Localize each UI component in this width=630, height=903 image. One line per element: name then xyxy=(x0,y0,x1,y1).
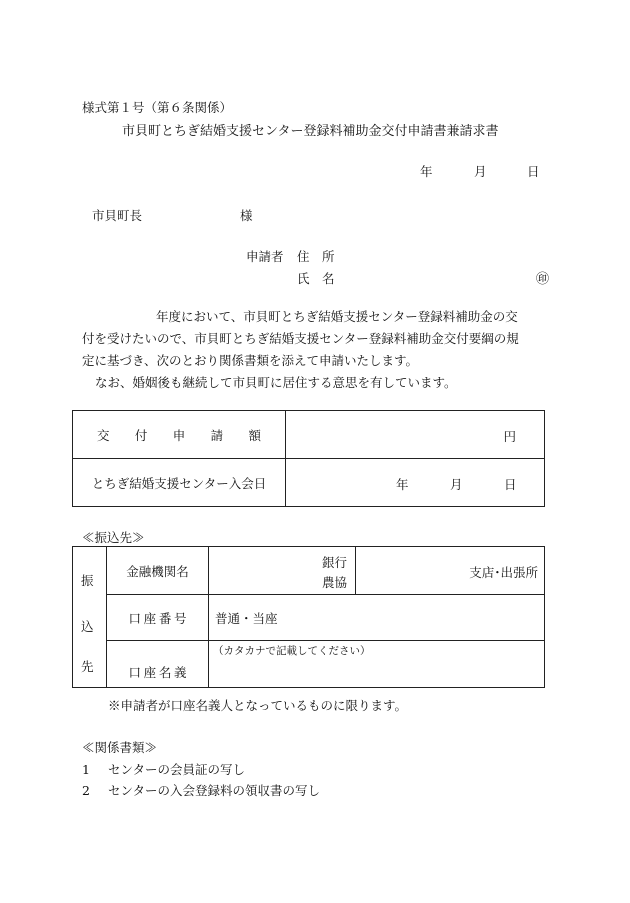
side-char-3: 先 xyxy=(81,659,94,674)
bank-table xyxy=(72,546,545,688)
account-type: 普通・当座 xyxy=(215,610,278,626)
account-no-label: 口座番号 xyxy=(128,610,187,626)
applicant-label: 申請者 xyxy=(246,249,284,264)
document-text: センターの入会登録料の領収書の写し xyxy=(107,783,320,798)
side-char-2: 込 xyxy=(81,619,94,634)
account-no-label-cell xyxy=(107,595,209,641)
holder-label-cell xyxy=(107,641,209,688)
request-table xyxy=(72,410,545,507)
bank-section-title: ≪振込先≫ xyxy=(82,530,145,545)
institution-label-cell xyxy=(107,547,209,595)
institution-input[interactable] xyxy=(209,547,356,595)
address-label: 住 所 xyxy=(297,249,335,264)
join-date-label: とちぎ結婚支援センター入会日 xyxy=(91,475,267,491)
date-day: 日 xyxy=(527,164,540,179)
name-label: 氏 名 xyxy=(297,271,335,286)
agri-suffix: 農協 xyxy=(321,575,347,590)
holder-note: （カタカナで記載してください） xyxy=(213,645,371,657)
institution-label: 金融機関名 xyxy=(126,563,189,579)
document-num: 2 xyxy=(82,783,90,798)
document-text: センターの会員証の写し xyxy=(107,762,245,777)
holder-label: 口座名義 xyxy=(128,665,187,680)
account-no-input[interactable] xyxy=(209,595,545,641)
document-item xyxy=(82,760,245,778)
join-day: 日 xyxy=(504,477,517,492)
body-line-4: なお、婚姻後も継続して市貝町に居住する意思を有しています。 xyxy=(95,375,457,390)
date-month: 月 xyxy=(474,164,487,179)
date-year: 年 xyxy=(420,164,433,179)
bank-side-label xyxy=(73,547,107,688)
join-date-label-cell xyxy=(73,459,286,507)
request-paragraph xyxy=(82,306,548,394)
seal-mark: ㊞ xyxy=(536,272,550,287)
form-label: 様式第１号（第６条関係） xyxy=(82,100,233,115)
branch-input[interactable] xyxy=(356,547,545,595)
documents-title: ≪関係書類≫ xyxy=(82,740,158,755)
addressee-honorific: 様 xyxy=(240,208,253,223)
body-line-1: 年度において、市貝町とちぎ結婚支援センター登録料補助金の交 xyxy=(156,309,518,324)
side-char-1: 振 xyxy=(81,573,94,588)
join-date-input[interactable] xyxy=(286,459,545,507)
page-title: 市貝町とちぎ結婚支援センター登録料補助金交付申請書兼請求書 xyxy=(122,124,499,139)
document-item xyxy=(82,781,320,799)
amount-input[interactable] xyxy=(286,411,545,459)
holder-input[interactable] xyxy=(209,641,545,688)
addressee-name: 市貝町長 xyxy=(92,208,143,223)
join-month: 月 xyxy=(450,477,463,492)
join-year: 年 xyxy=(396,477,409,492)
amount-label: 交付申請額 xyxy=(97,427,261,443)
bank-suffix: 銀行 xyxy=(321,555,347,570)
body-line-3: 定に基づき、次のとおり関係書類を添えて申請いたします。 xyxy=(82,353,419,368)
branch-suffix: 支店･出張所 xyxy=(469,565,538,580)
amount-unit: 円 xyxy=(503,429,516,444)
amount-label-cell xyxy=(73,411,286,459)
document-num: 1 xyxy=(82,762,90,777)
bank-footnote: ※申請者が口座名義人となっているものに限ります。 xyxy=(108,698,408,713)
body-line-2: 付を受けたいので、市貝町とちぎ結婚支援センター登録料補助金交付要綱の規 xyxy=(82,331,519,346)
